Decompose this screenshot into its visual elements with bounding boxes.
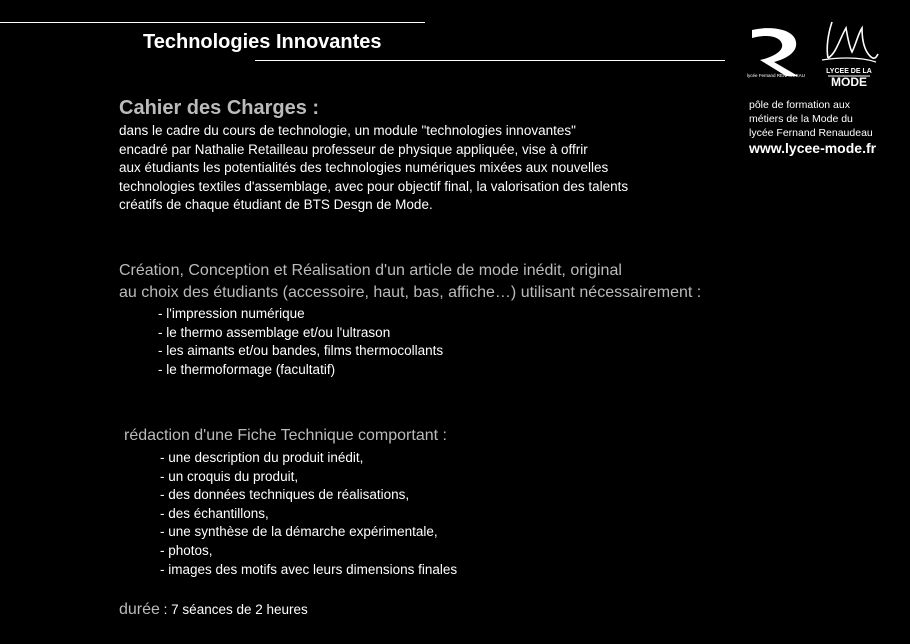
school-line: lycée Fernand Renaudeau [749, 127, 873, 139]
fiche-heading: rédaction d'une Fiche Technique comportant : [124, 427, 447, 444]
creation-line: au choix des étudiants (accessoire, haut, bas, affiche…) utilisant nécessairement : [119, 284, 702, 301]
top-divider [0, 22, 425, 23]
list-item: - le thermoformage (facultatif) [158, 361, 336, 377]
page-title: Technologies Innovantes [143, 31, 382, 53]
list-item: - photos, [160, 542, 213, 558]
school-line: métiers de la Mode du [749, 113, 853, 125]
list-item: - des données techniques de réalisations, [160, 487, 410, 503]
creation-paragraph [119, 260, 701, 304]
title-underline [255, 60, 725, 61]
svg-text:MODE: MODE [831, 75, 867, 89]
paragraph-line: encadré par Nathalie Retailleau professeur de physique appliquée, vise à offrir [119, 141, 588, 157]
fiche-list [160, 449, 457, 579]
school-description [749, 98, 873, 140]
cahier-heading: Cahier des Charges : [119, 97, 320, 119]
paragraph-line: technologies textiles d'assemblage, avec pour objectif final, la valorisation des talents [119, 178, 629, 194]
duration-label: durée [119, 601, 160, 618]
list-item: - l'impression numérique [158, 306, 305, 321]
school-website-link[interactable]: www.lycee-mode.fr [749, 140, 877, 156]
paragraph-line: aux étudiants les potentialités des technologies numériques mixées aux nouvelles [119, 160, 609, 176]
list-item: - images des motifs avec leurs dimensions finales [160, 561, 458, 577]
list-item: - un croquis du produit, [160, 468, 299, 484]
renaudeau-logo-small: lycée Fernand RENAUDEAU [746, 73, 806, 78]
lycee-mode-logo-icon [818, 18, 880, 90]
list-item: - le thermo assemblage et/ou l'ultrason [158, 324, 391, 340]
technology-list [158, 305, 443, 379]
list-item: - une synthèse de la démarche expérimentale, [160, 524, 438, 540]
creation-line: Création, Conception et Réalisation d'un article de mode inédit, original [119, 262, 622, 279]
paragraph-line: dans le cadre du cours de technologie, un module "technologies innovantes" [119, 123, 576, 138]
cahier-paragraph [119, 122, 628, 215]
school-line: pôle de formation aux [749, 99, 850, 111]
list-item: - les aimants et/ou bandes, films thermocollants [158, 343, 444, 359]
duration [119, 601, 308, 619]
paragraph-line: créatifs de chaque étudiant de BTS Desgn de Mode. [119, 197, 433, 213]
duration-value: : 7 séances de 2 heures [159, 602, 308, 617]
list-item: - des échantillons, [160, 505, 269, 521]
list-item: - une description du produit inédit, [160, 450, 364, 465]
renaudeau-logo-icon [746, 26, 806, 84]
svg-text:LYCEE DE LA: LYCEE DE LA [826, 68, 872, 75]
